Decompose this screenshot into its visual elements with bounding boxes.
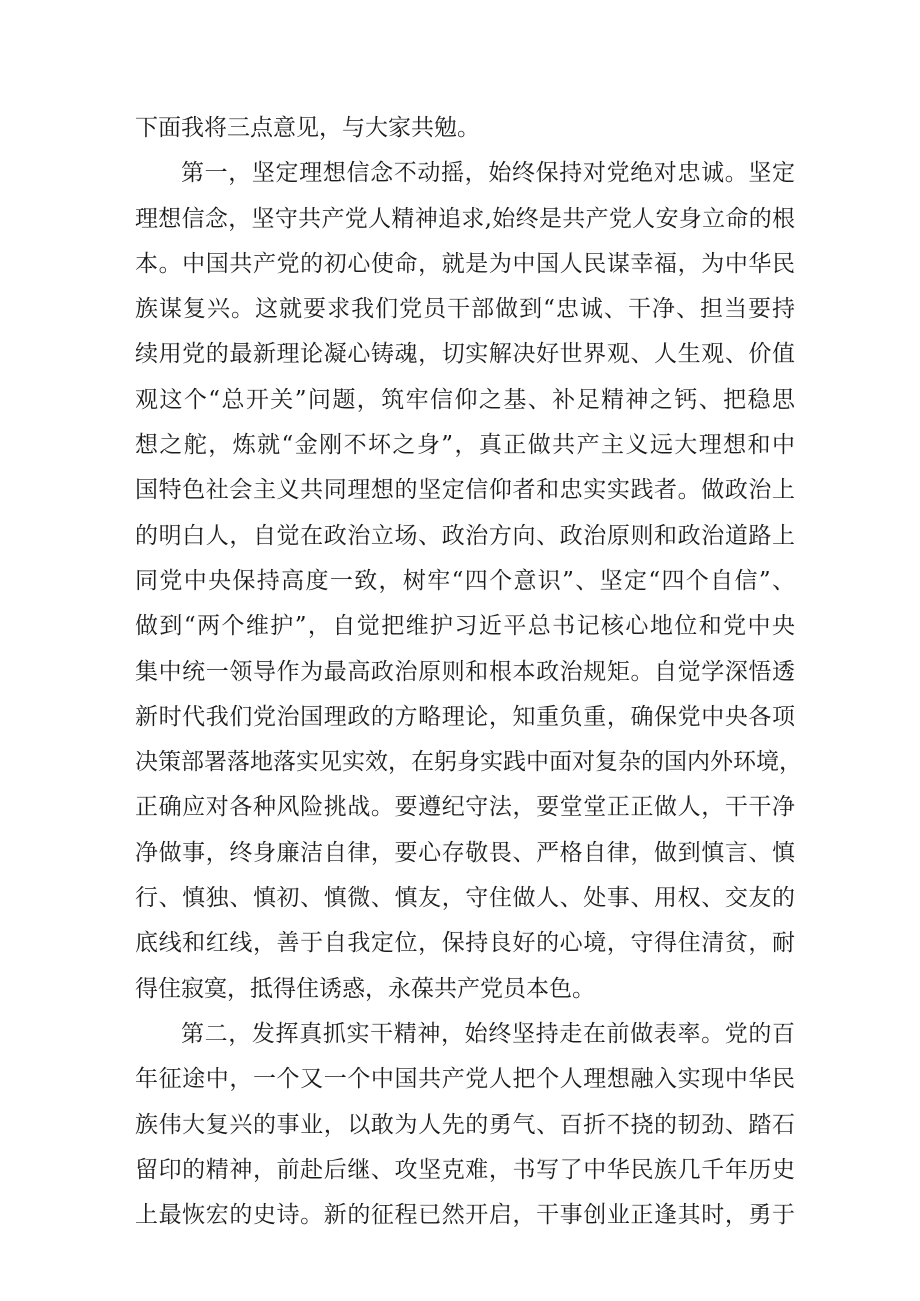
- paragraph-first-line: 第一，坚定理想信念不动摇，始终保持对党绝对忠诚。坚定: [181, 160, 795, 187]
- paragraph-line: 集中统一领导作为最高政治原则和根本政治规矩。自觉学深悟透: [135, 658, 795, 685]
- paragraph-line: 净做事，终身廉洁自律，要心存敬畏、严格自律，做到慎言、慎: [135, 839, 795, 866]
- paragraph-line: 想之舵，炼就“金刚不坏之身”，真正做共产主义远大理想和中: [135, 432, 795, 459]
- paragraph-line: 决策部署落地落实见实效，在躬身实践中面对复杂的国内外环境，: [135, 749, 802, 776]
- paragraph-line: 留印的精神，前赴后继、攻坚克难，书写了中华民族几千年历史: [135, 1156, 795, 1183]
- paragraph-line: 上最恢宏的史诗。新的征程已然开启，干事创业正逢其时，勇于: [135, 1202, 795, 1229]
- document-body: [135, 106, 802, 1238]
- paragraph-line: 族伟大复兴的事业，以敢为人先的勇气、百折不挠的韧劲、踏石: [135, 1111, 795, 1138]
- paragraph-line: 下面我将三点意见，与大家共勉。: [135, 115, 480, 141]
- paragraph-line: 年征途中，一个又一个中国共产党人把个人理想融入实现中华民: [135, 1066, 795, 1093]
- paragraph-line: 正确应对各种风险挑战。要遵纪守法，要堂堂正正做人，干干净: [135, 794, 795, 821]
- paragraph-line: 理想信念，坚守共产党人精神追求,始终是共产党人安身立命的根: [135, 205, 795, 232]
- paragraph-line: 做到“两个维护”，自觉把维护习近平总书记核心地位和党中央: [135, 613, 795, 640]
- paragraph-line: 同党中央保持高度一致，树牢“四个意识”、坚定“四个自信”、: [135, 567, 795, 594]
- paragraph-last-line: 得住寂寞，抵得住诱惑，永葆共产党员本色。: [135, 975, 595, 1002]
- paragraph-line: 族谋复兴。这就要求我们党员干部做到“忠诚、干净、担当要持: [135, 296, 795, 323]
- paragraph-line: 行、慎独、慎初、慎微、慎友，守住做人、处事、用权、交友的: [135, 885, 795, 912]
- paragraph-line: 新时代我们党治国理政的方略理论，知重负重，确保党中央各项: [135, 703, 795, 730]
- paragraph-line: 续用党的最新理论凝心铸魂，切实解决好世界观、人生观、价值: [135, 341, 795, 368]
- paragraph-first-line: 第二，发挥真抓实干精神，始终坚持走在前做表率。党的百: [181, 1020, 795, 1047]
- paragraph-line: 观这个“总开关”问题，筑牢信仰之基、补足精神之钙、把稳思: [135, 386, 795, 413]
- paragraph-line: 底线和红线，善于自我定位，保持良好的心境，守得住清贫，耐: [135, 930, 795, 957]
- paragraph-line: 本。中国共产党的初心使命，就是为中国人民谋幸福，为中华民: [135, 250, 795, 277]
- paragraph-line: 的明白人，自觉在政治立场、政治方向、政治原则和政治道路上: [135, 522, 795, 549]
- paragraph-line: 国特色社会主义共同理想的坚定信仰者和忠实实践者。做政治上: [135, 477, 795, 504]
